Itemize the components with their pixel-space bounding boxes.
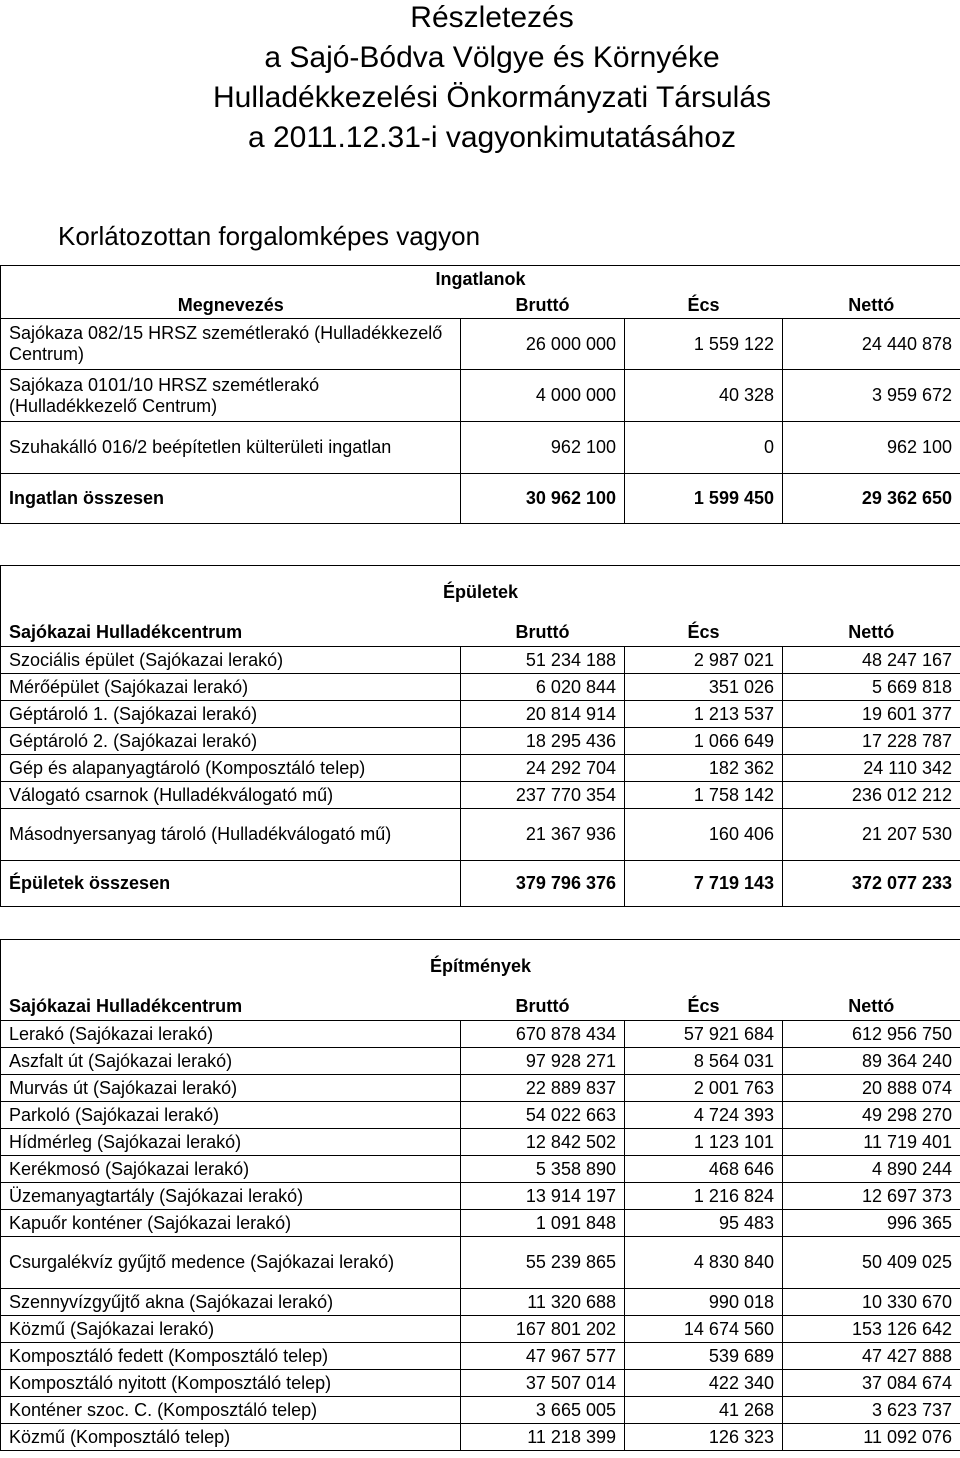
row-netto: 5 669 818 — [783, 674, 960, 701]
row-ecs: 4 830 840 — [625, 1237, 783, 1289]
row-ecs: 41 268 — [625, 1397, 783, 1424]
row-name: Konténer szoc. C. (Komposztáló telep) — [1, 1397, 461, 1424]
row-ecs: 1 559 122 — [625, 319, 783, 370]
row-netto: 48 247 167 — [783, 647, 960, 674]
row-netto: 612 956 750 — [783, 1021, 960, 1048]
row-brutto: 26 000 000 — [461, 319, 625, 370]
row-name: Szennyvízgyűjtő akna (Sajókazai lerakó) — [1, 1289, 461, 1316]
row-netto: 11 092 076 — [783, 1424, 960, 1451]
header-ecs: Écs — [687, 995, 720, 1016]
row-netto: 962 100 — [783, 422, 960, 474]
total-ecs: 1 599 450 — [625, 474, 783, 524]
row-ecs: 1 213 537 — [625, 701, 783, 728]
row-ecs: 57 921 684 — [625, 1021, 783, 1048]
row-brutto: 20 814 914 — [461, 701, 625, 728]
table-row — [1, 1237, 960, 1289]
row-brutto: 4 000 000 — [461, 370, 625, 422]
row-netto: 4 890 244 — [783, 1156, 960, 1183]
row-brutto: 21 367 936 — [461, 809, 625, 861]
epuletek-header-row — [1, 619, 960, 647]
header-ecs: Écs — [687, 295, 720, 316]
row-netto: 89 364 240 — [783, 1048, 960, 1075]
table-row — [1, 370, 960, 422]
row-netto: 10 330 670 — [783, 1289, 960, 1316]
table-row — [1, 1075, 960, 1102]
total-label: Ingatlan összesen — [1, 474, 461, 524]
row-ecs: 1 123 101 — [625, 1129, 783, 1156]
row-name: Gép és alapanyagtároló (Komposztáló telep) — [1, 755, 461, 782]
row-netto: 24 110 342 — [783, 755, 960, 782]
total-brutto: 379 796 376 — [461, 861, 625, 907]
table-row — [1, 1370, 960, 1397]
row-brutto: 51 234 188 — [461, 647, 625, 674]
epitmenyek-section-label: Építmények — [1, 940, 960, 993]
table-row — [1, 728, 960, 755]
title-line-3: Hulladékkezelési Önkormányzati Társulás — [212, 81, 772, 114]
row-name: Szuhakálló 016/2 beépítetlen külterületi ingatlan — [1, 422, 461, 474]
row-brutto: 13 914 197 — [461, 1183, 625, 1210]
row-netto: 37 084 674 — [783, 1370, 960, 1397]
row-ecs: 126 323 — [625, 1424, 783, 1451]
row-netto: 12 697 373 — [783, 1183, 960, 1210]
table-row — [1, 1021, 960, 1048]
row-name: Sajókaza 082/15 HRSZ szemétlerakó (Hulladékkezelő Centrum) — [1, 319, 461, 370]
document-title — [0, 0, 960, 158]
row-ecs: 2 001 763 — [625, 1075, 783, 1102]
row-ecs: 422 340 — [625, 1370, 783, 1397]
row-netto: 49 298 270 — [783, 1102, 960, 1129]
row-brutto: 3 665 005 — [461, 1397, 625, 1424]
row-ecs: 40 328 — [625, 370, 783, 422]
table-row — [1, 1343, 960, 1370]
row-brutto: 6 020 844 — [461, 674, 625, 701]
header-brutto: Bruttó — [515, 995, 570, 1016]
epuletek-table — [0, 565, 960, 907]
header-name: Sajókazai Hulladékcentrum — [1, 619, 461, 647]
row-netto: 236 012 212 — [783, 782, 960, 809]
header-ecs: Écs — [687, 621, 720, 642]
row-brutto: 670 878 434 — [461, 1021, 625, 1048]
title-line-2: a Sajó-Bódva Völgye és Környéke — [264, 41, 720, 74]
row-ecs: 990 018 — [625, 1289, 783, 1316]
row-name: Parkoló (Sajókazai lerakó) — [1, 1102, 461, 1129]
row-name: Géptároló 2. (Sajókazai lerakó) — [1, 728, 461, 755]
row-name: Lerakó (Sajókazai lerakó) — [1, 1021, 461, 1048]
table-row — [1, 1316, 960, 1343]
row-brutto: 97 928 271 — [461, 1048, 625, 1075]
row-ecs: 539 689 — [625, 1343, 783, 1370]
row-ecs: 0 — [625, 422, 783, 474]
title-line-4: a 2011.12.31-i vagyonkimutatásához — [247, 121, 737, 154]
row-ecs: 468 646 — [625, 1156, 783, 1183]
table-row — [1, 647, 960, 674]
row-netto: 3 959 672 — [783, 370, 960, 422]
row-name: Közmű (Sajókazai lerakó) — [1, 1316, 461, 1343]
ingatlanok-table — [0, 265, 960, 524]
section-subtitle: Korlátozottan forgalomképes vagyon — [58, 221, 481, 251]
row-ecs: 1 066 649 — [625, 728, 783, 755]
row-name: Kerékmosó (Sajókazai lerakó) — [1, 1156, 461, 1183]
row-netto: 17 228 787 — [783, 728, 960, 755]
table-row — [1, 1102, 960, 1129]
row-brutto: 37 507 014 — [461, 1370, 625, 1397]
row-brutto: 5 358 890 — [461, 1156, 625, 1183]
row-name: Komposztáló fedett (Komposztáló telep) — [1, 1343, 461, 1370]
ingatlanok-header-row — [1, 294, 960, 319]
row-name: Murvás út (Sajókazai lerakó) — [1, 1075, 461, 1102]
header-brutto: Bruttó — [515, 295, 570, 316]
row-netto: 3 623 737 — [783, 1397, 960, 1424]
header-brutto: Bruttó — [515, 621, 570, 642]
row-name: Csurgalékvíz gyűjtő medence (Sajókazai lerakó) — [1, 1237, 461, 1289]
title-line-1: Részletezés — [410, 1, 574, 34]
table-row — [1, 319, 960, 370]
row-netto: 153 126 642 — [783, 1316, 960, 1343]
table-row — [1, 782, 960, 809]
row-brutto: 47 967 577 — [461, 1343, 625, 1370]
header-name: Sajókazai Hulladékcentrum — [1, 993, 461, 1021]
row-brutto: 1 091 848 — [461, 1210, 625, 1237]
row-name: Mérőépület (Sajókazai lerakó) — [1, 674, 461, 701]
row-name: Válogató csarnok (Hulladékválogató mű) — [1, 782, 461, 809]
row-name: Hídmérleg (Sajókazai lerakó) — [1, 1129, 461, 1156]
table-row — [1, 1156, 960, 1183]
total-brutto: 30 962 100 — [461, 474, 625, 524]
row-brutto: 12 842 502 — [461, 1129, 625, 1156]
table-row — [1, 1210, 960, 1237]
row-brutto: 22 889 837 — [461, 1075, 625, 1102]
row-ecs: 4 724 393 — [625, 1102, 783, 1129]
table-row — [1, 1397, 960, 1424]
epitmenyek-header-row — [1, 993, 960, 1021]
total-row — [1, 861, 960, 907]
row-netto: 19 601 377 — [783, 701, 960, 728]
row-brutto: 18 295 436 — [461, 728, 625, 755]
total-label: Épületek összesen — [1, 861, 461, 907]
header-netto: Nettó — [783, 294, 960, 319]
row-name: Kapuőr konténer (Sajókazai lerakó) — [1, 1210, 461, 1237]
epitmenyek-table — [0, 939, 960, 1451]
header-megnevezes: Megnevezés — [1, 294, 461, 319]
row-ecs: 2 987 021 — [625, 647, 783, 674]
row-brutto: 54 022 663 — [461, 1102, 625, 1129]
table-row — [1, 701, 960, 728]
row-ecs: 8 564 031 — [625, 1048, 783, 1075]
ingatlanok-section-label: Ingatlanok — [1, 266, 960, 294]
row-name: Szociális épület (Sajókazai lerakó) — [1, 647, 461, 674]
row-ecs: 351 026 — [625, 674, 783, 701]
row-brutto: 11 320 688 — [461, 1289, 625, 1316]
row-netto: 50 409 025 — [783, 1237, 960, 1289]
row-name: Komposztáló nyitott (Komposztáló telep) — [1, 1370, 461, 1397]
total-row — [1, 474, 960, 524]
table-row — [1, 674, 960, 701]
row-netto: 21 207 530 — [783, 809, 960, 861]
table-row — [1, 1424, 960, 1451]
row-netto: 996 365 — [783, 1210, 960, 1237]
row-name: Sajókaza 0101/10 HRSZ szemétlerakó (Hulladékkezelő Centrum) — [1, 370, 461, 422]
row-netto: 11 719 401 — [783, 1129, 960, 1156]
row-ecs: 1 216 824 — [625, 1183, 783, 1210]
row-name: Másodnyersanyag tároló (Hulladékválogató mű) — [1, 809, 461, 861]
row-ecs: 1 758 142 — [625, 782, 783, 809]
row-netto: 47 427 888 — [783, 1343, 960, 1370]
table-row — [1, 1289, 960, 1316]
row-ecs: 14 674 560 — [625, 1316, 783, 1343]
total-ecs: 7 719 143 — [625, 861, 783, 907]
header-netto: Nettó — [783, 993, 960, 1021]
total-netto: 372 077 233 — [783, 861, 960, 907]
row-brutto: 55 239 865 — [461, 1237, 625, 1289]
header-netto: Nettó — [783, 619, 960, 647]
table-row — [1, 1129, 960, 1156]
row-ecs: 95 483 — [625, 1210, 783, 1237]
epuletek-section-label: Épületek — [1, 566, 960, 619]
row-name: Géptároló 1. (Sajókazai lerakó) — [1, 701, 461, 728]
row-brutto: 24 292 704 — [461, 755, 625, 782]
row-brutto: 237 770 354 — [461, 782, 625, 809]
table-row — [1, 755, 960, 782]
table-row — [1, 422, 960, 474]
row-brutto: 962 100 — [461, 422, 625, 474]
table-row — [1, 1048, 960, 1075]
table-row — [1, 1183, 960, 1210]
row-ecs: 182 362 — [625, 755, 783, 782]
row-brutto: 11 218 399 — [461, 1424, 625, 1451]
table-row — [1, 809, 960, 861]
row-ecs: 160 406 — [625, 809, 783, 861]
row-netto: 20 888 074 — [783, 1075, 960, 1102]
total-netto: 29 362 650 — [783, 474, 960, 524]
row-name: Üzemanyagtartály (Sajókazai lerakó) — [1, 1183, 461, 1210]
row-brutto: 167 801 202 — [461, 1316, 625, 1343]
row-netto: 24 440 878 — [783, 319, 960, 370]
row-name: Aszfalt út (Sajókazai lerakó) — [1, 1048, 461, 1075]
row-name: Közmű (Komposztáló telep) — [1, 1424, 461, 1451]
